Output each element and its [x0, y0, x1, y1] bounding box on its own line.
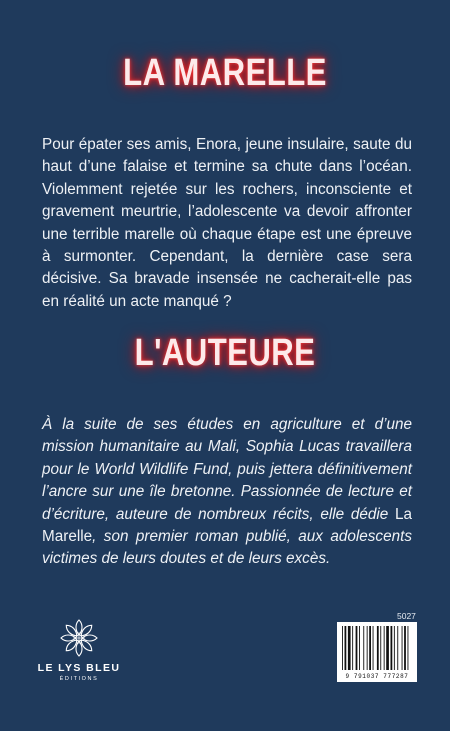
lotus-icon	[59, 618, 99, 658]
author-bio	[42, 414, 412, 571]
publisher-logo	[34, 618, 124, 682]
isbn-number: 9 791037 777287	[345, 673, 409, 680]
bio-book-title: La Marelle	[42, 505, 412, 546]
barcode-bars	[342, 626, 412, 670]
barcode	[337, 622, 417, 682]
book-code: 5027	[397, 611, 416, 621]
bio-text-part1: À la suite de ses études en agriculture et d’une mission humanitaire au Mali, Sophia Lucas travaillera pour le World Wildlife Fund, puis jettera définitivement l’ancre sur une île bretonne. Passionnée de lecture et d’écriture, auteure de nombreux récits, elle dédie	[42, 416, 412, 523]
publisher-subtitle: ÉDITIONS	[59, 676, 99, 682]
publisher-name: LE LYS BLEU	[37, 662, 121, 674]
author-section-title: L'AUTEURE	[134, 332, 316, 374]
synopsis-text: Pour épater ses amis, Enora, jeune insulaire, saute du haut d’une falaise et termine sa chute dans l’océan. Violemment rejetée sur les rochers, inconsciente et gravement meurtrie, l’adolescente va devoir affronter une terrible marelle où chaque étape est une épreuve à surmonter. Cependant, la dernière case sera décisive. Sa bravade insensée ne cacherait-elle pas en réalité un acte manqué ?	[42, 136, 412, 310]
bio-text-part2: , son premier roman publié, aux adolescents victimes de leurs doutes et de leurs excès.	[42, 528, 412, 568]
back-cover-title: LA MARELLE	[123, 52, 327, 94]
